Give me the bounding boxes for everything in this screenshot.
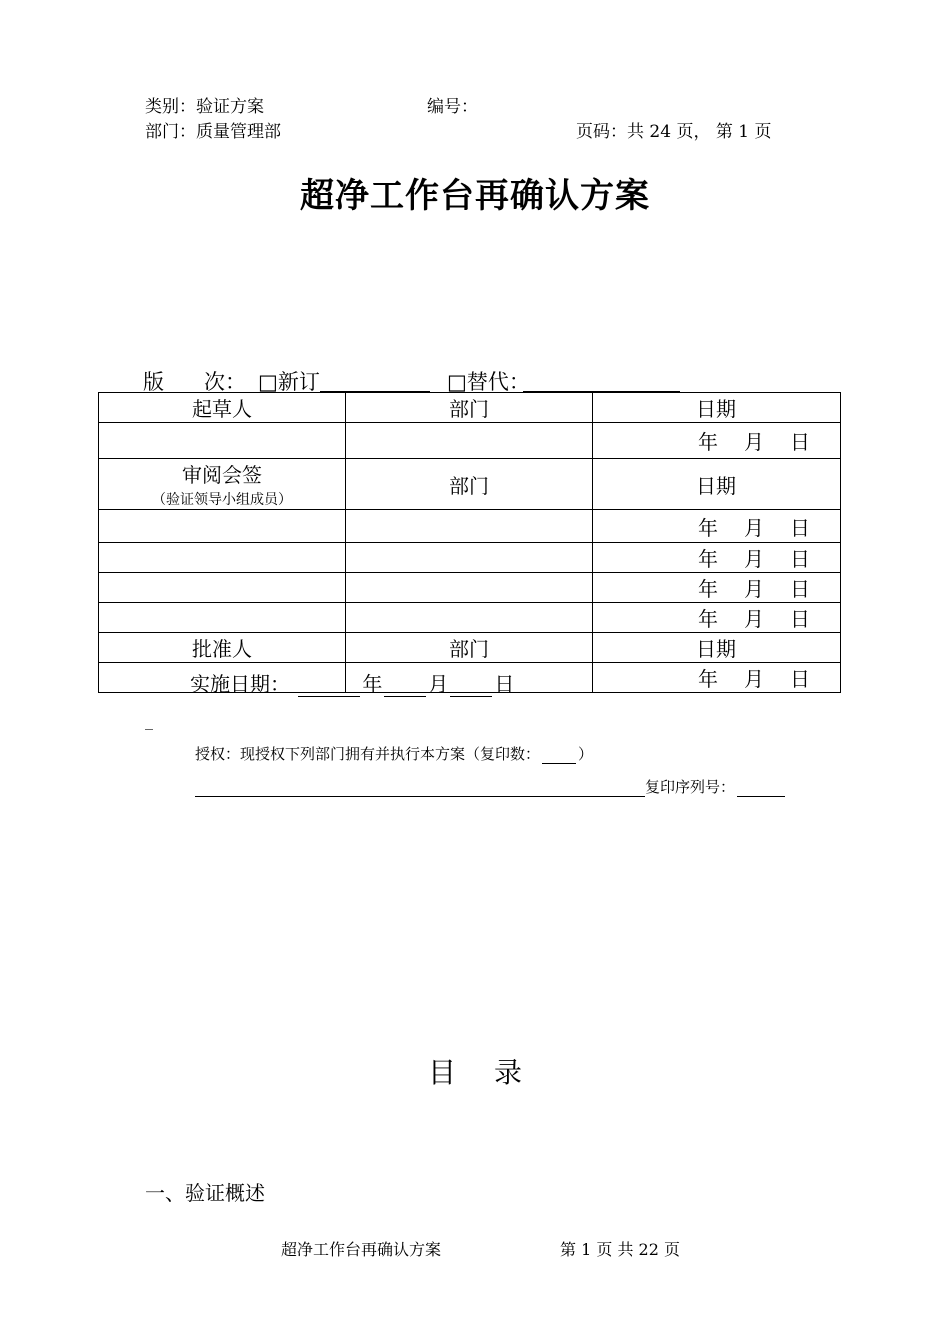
drafter-header: 起草人 <box>99 393 346 423</box>
drafter-department-header: 部门 <box>346 393 593 423</box>
implementation-date: 实施日期： 年 月 日 <box>190 672 515 696</box>
reviewer-name-cell[interactable] <box>99 603 346 633</box>
review-department-header: 部门 <box>346 459 593 510</box>
authorization-text: 授权：现授权下列部门拥有并执行本方案（复印数： <box>195 745 541 763</box>
approver-department-header: 部门 <box>346 633 593 663</box>
reviewer-date-cell[interactable]: 年 月 日 <box>593 543 841 573</box>
drafter-date-cell[interactable]: 年 月 日 <box>593 423 841 459</box>
authorized-departments-blank[interactable] <box>195 782 645 797</box>
version-replace-checkbox[interactable]: □替代： <box>447 370 530 394</box>
toc-title: 目录 <box>427 1056 560 1089</box>
department-label: 部门：质量管理部 <box>145 122 281 142</box>
dash-mark: _ <box>145 711 153 730</box>
approver-date-cell[interactable]: 年 月 日 <box>593 663 841 693</box>
signature-table <box>98 392 841 693</box>
version-label: 版 次： <box>143 370 247 394</box>
reviewer-name-cell[interactable] <box>99 573 346 603</box>
document-title: 超净工作台再确认方案 <box>300 176 650 216</box>
implementation-day-blank[interactable] <box>450 678 492 697</box>
implementation-month-blank[interactable] <box>384 678 426 697</box>
implementation-date-label: 实施日期： <box>190 672 290 696</box>
implementation-year-blank[interactable] <box>298 678 360 697</box>
reviewer-name-cell[interactable] <box>99 543 346 573</box>
review-subheader: （验证领导小组成员） <box>152 492 292 508</box>
version-new-checkbox[interactable]: □新订 <box>258 370 320 394</box>
section-1-heading: 一、验证概述 <box>145 1181 265 1205</box>
drafter-name-cell[interactable] <box>99 423 346 459</box>
reviewer-department-cell[interactable] <box>346 510 593 543</box>
copy-count-blank[interactable] <box>542 749 576 764</box>
reviewer-date-cell[interactable]: 年 月 日 <box>593 510 841 543</box>
review-header: 审阅会签 （验证领导小组成员） <box>99 459 346 510</box>
review-date-header: 日期 <box>593 459 841 510</box>
footer-page-info: 第 1 页 共 22 页 <box>560 1240 680 1259</box>
drafter-department-cell[interactable] <box>346 423 593 459</box>
footer-doc-name: 超净工作台再确认方案 <box>281 1240 442 1259</box>
authorization-line: 授权：现授权下列部门拥有并执行本方案（复印数： ） <box>195 745 594 763</box>
reviewer-department-cell[interactable] <box>346 543 593 573</box>
serial-number-label: 复印序列号： <box>645 778 736 796</box>
number-label: 编号： <box>427 97 478 117</box>
reviewer-department-cell[interactable] <box>346 603 593 633</box>
pagination-label: 页码：共 24 页， 第 1 页 <box>576 122 772 142</box>
approver-header: 批准人 <box>99 633 346 663</box>
approver-date-header: 日期 <box>593 633 841 663</box>
serial-number-blank[interactable] <box>737 782 785 797</box>
category-label: 类别：验证方案 <box>145 97 264 117</box>
authorization-serial-line <box>195 776 787 797</box>
reviewer-name-cell[interactable] <box>99 510 346 543</box>
reviewer-date-cell[interactable]: 年 月 日 <box>593 603 841 633</box>
reviewer-department-cell[interactable] <box>346 573 593 603</box>
reviewer-date-cell[interactable]: 年 月 日 <box>593 573 841 603</box>
drafter-date-header: 日期 <box>593 393 841 423</box>
